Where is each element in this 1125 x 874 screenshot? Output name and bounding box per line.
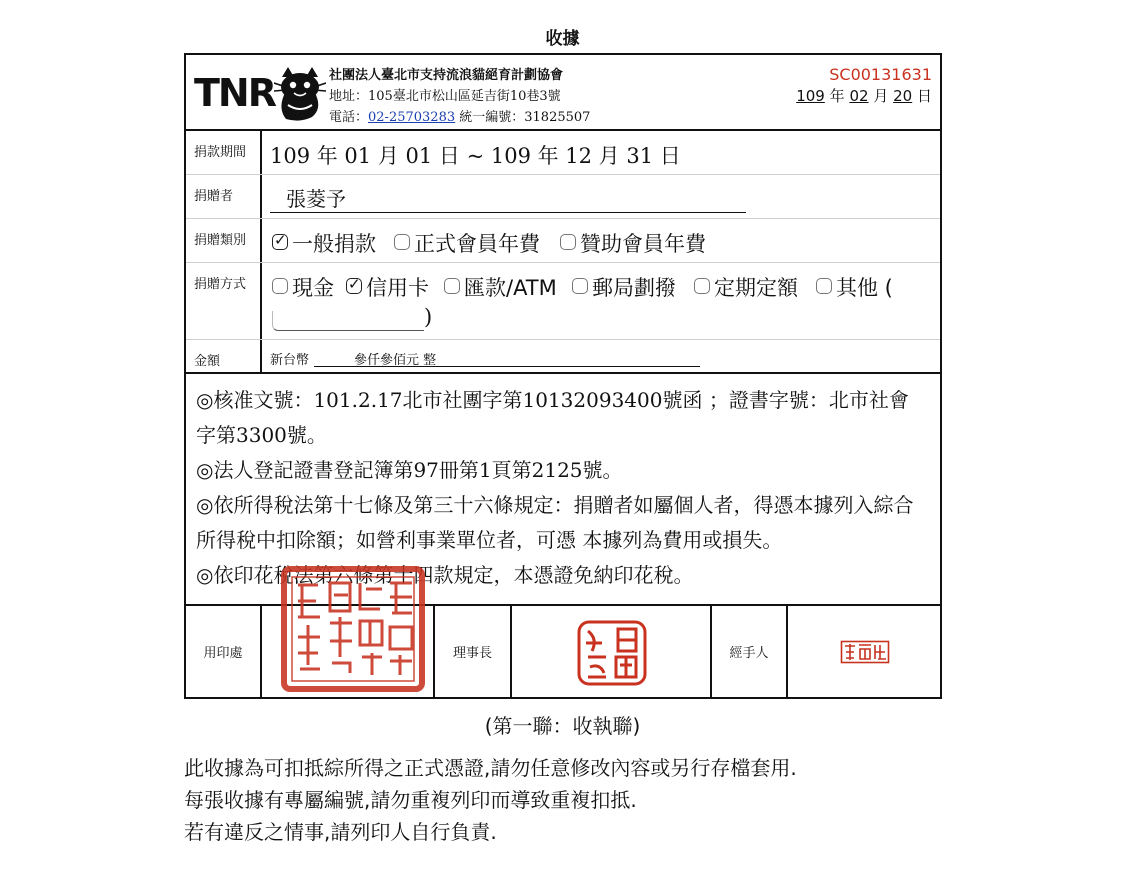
method-option-transfer: 匯款/ATM bbox=[464, 276, 557, 300]
method-checkbox-other[interactable] bbox=[816, 278, 832, 294]
org-name: 社團法人臺北市支持流浪貓絕育計劃協會 bbox=[329, 68, 564, 83]
category-row bbox=[186, 219, 940, 263]
category-checkbox-sponsor[interactable] bbox=[560, 234, 576, 250]
organization-seal-icon bbox=[280, 565, 426, 693]
page-title: 收據 bbox=[545, 29, 580, 49]
logo-text: TNR bbox=[194, 71, 275, 115]
stamp-label: 用印處 bbox=[186, 606, 262, 697]
method-checkbox-recurring[interactable] bbox=[694, 278, 710, 294]
category-checkbox-general[interactable] bbox=[272, 234, 288, 250]
period-row bbox=[186, 131, 940, 175]
cat-icon bbox=[274, 65, 326, 123]
amount-value: 參仟參佰元 整 bbox=[354, 353, 437, 368]
other-method-close: ) bbox=[424, 305, 433, 329]
donor-name: 張菱予 bbox=[270, 183, 746, 213]
method-option-credit-card: 信用卡 bbox=[366, 276, 429, 300]
chair-label: 理事長 bbox=[435, 606, 512, 697]
tnr-logo bbox=[194, 67, 322, 123]
issue-date bbox=[796, 85, 932, 106]
method-checkbox-postal[interactable] bbox=[572, 278, 588, 294]
footer-line-3: 若有違反之情事,請列印人自行負責. bbox=[184, 820, 497, 844]
issue-year: 109 bbox=[796, 87, 825, 105]
org-address: 地址：105臺北市松山區延吉街10巷3號 bbox=[329, 89, 561, 104]
note-registration: ◎法人登記證書登記簿第97冊第1頁第2125號。 bbox=[196, 458, 623, 482]
amount-prefix: 新台幣 bbox=[270, 353, 310, 368]
phone-prefix: 電話： bbox=[329, 110, 369, 125]
chairman-seal-icon bbox=[576, 619, 648, 687]
category-option-sponsor: 贊助會員年費 bbox=[580, 232, 706, 256]
method-option-postal: 郵局劃撥 bbox=[592, 276, 676, 300]
note-stamp-tax: ◎依印花稅法第六條第十四款規定，本憑證免納印花稅。 bbox=[196, 563, 694, 587]
handler-label: 經手人 bbox=[712, 606, 788, 697]
category-label: 捐贈類別 bbox=[186, 219, 262, 262]
handler-seal-icon bbox=[840, 640, 890, 664]
period-label: 捐款期間 bbox=[186, 131, 262, 174]
donor-label: 捐贈者 bbox=[186, 175, 262, 218]
receipt-header bbox=[186, 55, 940, 131]
method-option-cash: 現金 bbox=[292, 276, 334, 300]
amount-label: 金額 bbox=[186, 340, 262, 372]
note-approval: ◎核准文號：101.2.17北市社團字第10132093400號函 ；證書字號：北市社會字第3300號。 bbox=[196, 388, 909, 447]
tax-id: 統一編號：31825507 bbox=[459, 110, 591, 125]
issue-day-unit: 日 bbox=[916, 87, 932, 105]
note-tax-deduction: ◎依所得稅法第十七條及第三十六條規定：捐贈者如屬個人者，得憑本據列入綜合所得稅中扣除額；如營利事業單位者，可憑 本據列為費用或損失。 bbox=[196, 493, 914, 552]
phone-link[interactable]: 02-25703283 bbox=[368, 110, 456, 125]
org-phone bbox=[329, 106, 590, 125]
method-label: 捐贈方式 bbox=[186, 263, 262, 339]
donor-row bbox=[186, 175, 940, 219]
amount-row bbox=[186, 340, 940, 374]
category-option-general: 一般捐款 bbox=[292, 232, 376, 256]
method-option-other: 其他 ( bbox=[836, 276, 893, 300]
issue-month-unit: 月 bbox=[873, 87, 889, 105]
method-option-recurring: 定期定額 bbox=[714, 276, 798, 300]
footer-line-2: 每張收據有專屬編號,請勿重複列印而導致重複扣抵. bbox=[184, 788, 637, 812]
copy-label: (第一聯：收執聯) bbox=[484, 714, 641, 738]
method-checkbox-credit-card[interactable] bbox=[346, 278, 362, 294]
method-checkbox-transfer[interactable] bbox=[444, 278, 460, 294]
other-method-input[interactable] bbox=[272, 311, 424, 331]
period-value: 109 年 01 月 01 日 ~ 109 年 12 月 31 日 bbox=[270, 144, 681, 168]
signature-row bbox=[186, 606, 940, 697]
issue-month: 02 bbox=[849, 87, 869, 105]
method-row bbox=[186, 263, 940, 340]
issue-day: 20 bbox=[893, 87, 913, 105]
category-checkbox-member[interactable] bbox=[394, 234, 410, 250]
issue-year-unit: 年 bbox=[829, 87, 845, 105]
category-option-member: 正式會員年費 bbox=[414, 232, 540, 256]
method-checkbox-cash[interactable] bbox=[272, 278, 288, 294]
serial-number: SC00131631 bbox=[829, 65, 932, 84]
footer-notice bbox=[184, 752, 797, 848]
footer-line-1: 此收據為可扣抵綜所得之正式憑證,請勿任意修改內容或另行存檔套用. bbox=[184, 756, 797, 780]
receipt-form bbox=[184, 53, 942, 699]
